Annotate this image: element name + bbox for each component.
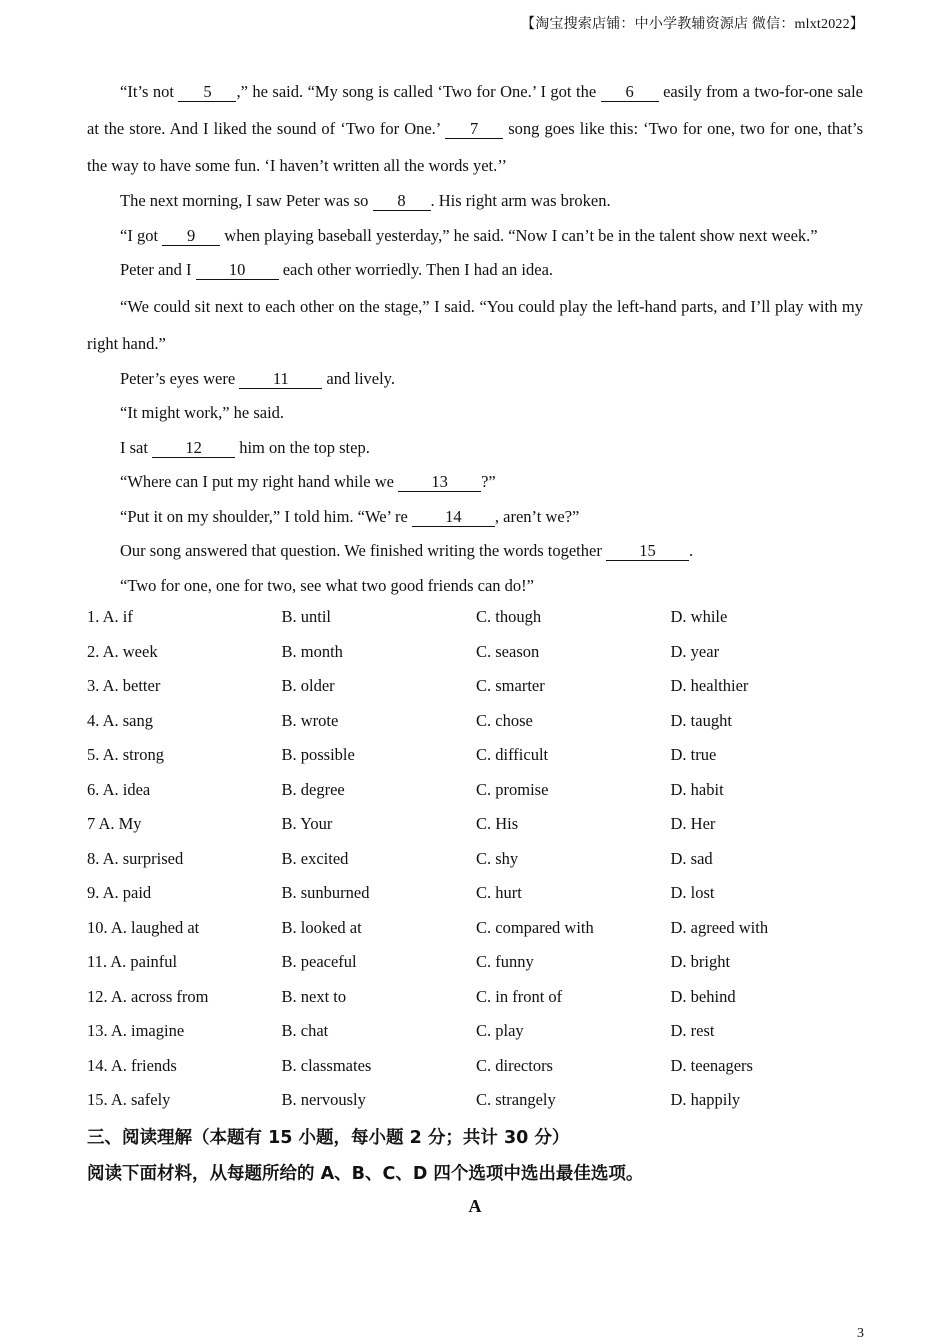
option-2-d: D. year bbox=[670, 641, 720, 661]
option-1-c: C. though bbox=[476, 607, 542, 626]
option-11-d: D. bright bbox=[670, 952, 731, 971]
option-4-c: C. chose bbox=[476, 710, 533, 730]
option-9-b: B. sunburned bbox=[281, 883, 370, 902]
option-14-a: 14. A. friends bbox=[87, 1055, 177, 1075]
option-13-a: 13. A. imagine bbox=[87, 1021, 185, 1040]
option-2-c: C. season bbox=[476, 641, 540, 661]
option-9-c: C. hurt bbox=[476, 883, 522, 902]
option-14-c: C. directors bbox=[476, 1055, 553, 1075]
passage-paragraph bbox=[87, 184, 863, 219]
passage-text: Peter’s eyes were bbox=[120, 368, 240, 388]
blank-12: 12 bbox=[152, 440, 235, 458]
passage-text: . bbox=[688, 541, 694, 560]
option-10-b: B. looked at bbox=[281, 917, 362, 937]
option-row bbox=[87, 600, 867, 635]
blank-13: 13 bbox=[398, 474, 481, 492]
option-row bbox=[87, 669, 867, 704]
blank-14: 14 bbox=[412, 509, 495, 527]
option-11-b: B. peaceful bbox=[281, 952, 357, 971]
option-3-a: 3. A. better bbox=[87, 676, 161, 695]
page-number: 3 bbox=[857, 1326, 864, 1341]
option-15-c: C. strangely bbox=[476, 1090, 556, 1109]
passage-paragraph bbox=[87, 500, 863, 535]
option-2-b: B. month bbox=[281, 641, 343, 661]
passage-text: and lively. bbox=[322, 368, 395, 388]
option-8-a: 8. A. surprised bbox=[87, 848, 184, 868]
passage-text: “I got bbox=[120, 225, 163, 245]
passage-text: “Put it on my shoulder,” I told him. “We’ re bbox=[120, 506, 412, 526]
option-10-c: C. compared with bbox=[476, 917, 594, 937]
option-4-d: D. taught bbox=[670, 710, 732, 730]
passage-text: song goes like this: ‘Two for one, two for one, that’s the way to have some fun. ‘I haven’t written all the words yet.’’ bbox=[87, 119, 863, 175]
passage-paragraph bbox=[87, 396, 863, 431]
section-title: 三、阅读理解（本题有 15 小题，每小题 2 分；共计 30 分） bbox=[87, 1128, 570, 1148]
passage-paragraph bbox=[87, 73, 863, 184]
option-7-a: 7 A. My bbox=[87, 814, 142, 833]
option-5-d: D. true bbox=[670, 745, 717, 764]
option-8-c: C. shy bbox=[476, 848, 519, 868]
option-2-a: 2. A. week bbox=[87, 641, 158, 661]
blank-5: 5 bbox=[178, 84, 236, 102]
option-5-c: C. difficult bbox=[476, 745, 549, 764]
passage-text: “It might work,” he said. bbox=[120, 403, 285, 422]
passage-text: when playing baseball yesterday,” he said. “Now I can’t be in the talent show next week.” bbox=[220, 225, 818, 245]
passage-paragraph bbox=[87, 431, 863, 466]
blank-10: 10 bbox=[196, 262, 279, 280]
option-7-b: B. Your bbox=[281, 814, 333, 833]
option-row bbox=[87, 738, 867, 773]
passage-text: him on the top step. bbox=[235, 437, 370, 457]
option-12-d: D. behind bbox=[670, 986, 736, 1006]
option-4-b: B. wrote bbox=[281, 710, 339, 730]
passage-text: “Two for one, one for two, see what two good friends can do!” bbox=[120, 575, 534, 595]
option-6-a: 6. A. idea bbox=[87, 779, 151, 799]
option-15-d: D. happily bbox=[670, 1090, 741, 1109]
option-13-c: C. play bbox=[476, 1021, 524, 1040]
option-row bbox=[87, 980, 867, 1015]
option-13-b: B. chat bbox=[281, 1021, 329, 1040]
option-4-a: 4. A. sang bbox=[87, 710, 153, 730]
option-9-d: D. lost bbox=[670, 883, 715, 902]
option-12-c: C. in front of bbox=[476, 986, 563, 1006]
option-row bbox=[87, 807, 867, 842]
option-11-c: C. funny bbox=[476, 952, 534, 971]
option-3-b: B. older bbox=[281, 676, 335, 695]
option-7-c: C. His bbox=[476, 814, 519, 833]
option-row bbox=[87, 945, 867, 980]
passage-text: each other worriedly. Then I had an idea. bbox=[278, 260, 554, 279]
option-3-d: D. healthier bbox=[670, 676, 749, 695]
option-1-b: B. until bbox=[281, 607, 332, 626]
passage-text: Our song answered that question. We finished writing the words together bbox=[120, 541, 606, 560]
passage-text: ,” he said. “My song is called ‘Two for One.’ I got the bbox=[236, 82, 601, 101]
option-5-a: 5. A. strong bbox=[87, 745, 165, 764]
option-12-b: B. next to bbox=[281, 986, 347, 1006]
option-row bbox=[87, 1049, 867, 1084]
passage-paragraph bbox=[87, 253, 863, 288]
passage-text: , aren’t we?” bbox=[494, 506, 580, 526]
option-14-b: B. classmates bbox=[281, 1055, 372, 1075]
option-3-c: C. smarter bbox=[476, 676, 545, 695]
option-row bbox=[87, 1014, 867, 1049]
passage-text: I sat bbox=[120, 437, 153, 457]
option-7-d: D. Her bbox=[670, 814, 716, 833]
passage-paragraph bbox=[87, 465, 863, 500]
passage-paragraph bbox=[87, 569, 863, 604]
option-10-a: 10. A. laughed at bbox=[87, 917, 200, 937]
option-9-a: 9. A. paid bbox=[87, 883, 152, 902]
option-1-d: D. while bbox=[670, 607, 728, 626]
blank-8: 8 bbox=[373, 193, 431, 211]
passage-paragraph bbox=[87, 362, 863, 397]
passage-text: The next morning, I saw Peter was so bbox=[120, 191, 373, 210]
passage-paragraph bbox=[87, 288, 863, 362]
option-15-b: B. nervously bbox=[281, 1090, 366, 1109]
option-15-a: 15. A. safely bbox=[87, 1090, 171, 1109]
option-row bbox=[87, 911, 867, 946]
option-8-b: B. excited bbox=[281, 848, 349, 868]
passage-paragraph bbox=[87, 534, 863, 569]
cloze-passage bbox=[87, 73, 863, 603]
option-8-d: D. sad bbox=[670, 848, 713, 868]
option-11-a: 11. A. painful bbox=[87, 952, 178, 971]
option-row bbox=[87, 704, 867, 739]
passage-text: . His right arm was broken. bbox=[430, 191, 611, 210]
option-row bbox=[87, 635, 867, 670]
option-10-d: D. agreed with bbox=[670, 917, 769, 937]
blank-9: 9 bbox=[162, 228, 220, 246]
blank-7: 7 bbox=[445, 121, 503, 139]
part-label: A bbox=[468, 1196, 482, 1216]
passage-text: easily from a two-for-one sale at the store. And I liked the sound of ‘Two for One.’ bbox=[87, 82, 864, 138]
passage-text: Peter and I bbox=[120, 260, 196, 279]
option-row bbox=[87, 1083, 867, 1118]
option-14-d: D. teenagers bbox=[670, 1055, 753, 1075]
option-6-c: C. promise bbox=[476, 779, 549, 799]
section-instruction: 阅读下面材料，从每题所给的 A、B、C、D 四个选项中选出最佳选项。 bbox=[87, 1164, 644, 1184]
option-13-d: D. rest bbox=[670, 1021, 715, 1040]
passage-text: “We could sit next to each other on the stage,” I said. “You could play the left-hand parts, and I’ll play with my right hand.” bbox=[87, 296, 863, 353]
option-12-a: 12. A. across from bbox=[87, 986, 209, 1006]
passage-text: “Where can I put my right hand while we bbox=[120, 472, 399, 491]
option-6-d: D. habit bbox=[670, 779, 724, 799]
option-6-b: B. degree bbox=[281, 779, 345, 799]
option-1-a: 1. A. if bbox=[87, 607, 133, 626]
blank-11: 11 bbox=[239, 371, 322, 389]
option-row bbox=[87, 773, 867, 808]
passage-paragraph bbox=[87, 219, 863, 254]
page-header: 【淘宝搜索店铺：中小学教辅资源店 微信：mlxt2022】 bbox=[521, 17, 864, 32]
option-5-b: B. possible bbox=[281, 745, 355, 764]
answer-options bbox=[87, 600, 867, 1118]
option-row bbox=[87, 876, 867, 911]
blank-6: 6 bbox=[601, 84, 659, 102]
passage-text: “It’s not bbox=[120, 82, 179, 101]
passage-text: ?” bbox=[481, 472, 496, 491]
option-row bbox=[87, 842, 867, 877]
blank-15: 15 bbox=[606, 543, 689, 561]
